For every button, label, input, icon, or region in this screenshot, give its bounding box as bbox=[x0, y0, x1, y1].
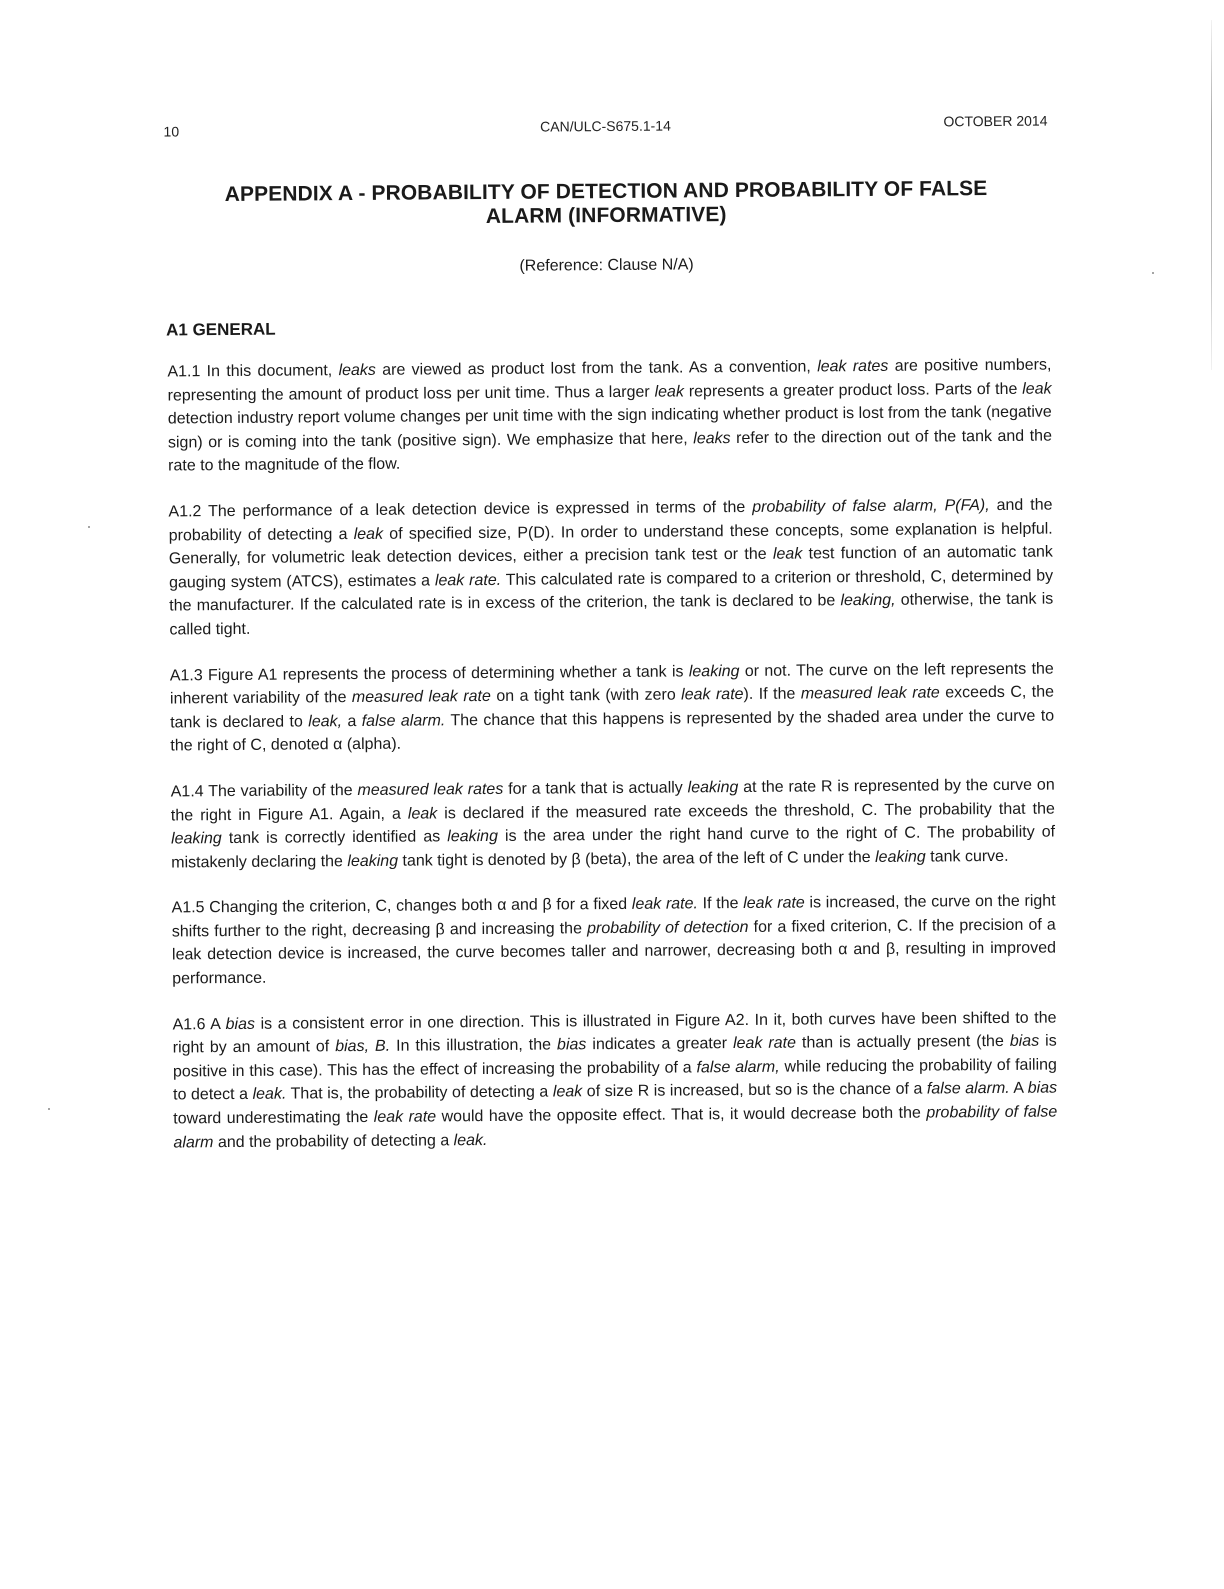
text-run: at the rate R is represented by the curve on the right in Figure A1. Again, a bbox=[170, 776, 1055, 824]
paragraph-number: A1.3 bbox=[169, 666, 203, 685]
italic-term: leak rate bbox=[743, 894, 805, 913]
text-run: tank tight is denoted by β (beta), the area of the left of C under the bbox=[397, 848, 876, 870]
italic-term: bias bbox=[556, 1036, 587, 1054]
paragraph-number: A1.1 bbox=[167, 363, 201, 381]
italic-term: measured leak rate bbox=[351, 688, 491, 707]
text-run: The chance that this happens is represented by the shaded area under the curve to the right of C, denoted α (alpha). bbox=[170, 707, 1055, 755]
text-run: would have the opposite effect. That is, it would decrease both the bbox=[436, 1104, 927, 1126]
text-run: Figure A1 represents the process of determining whether a tank is bbox=[202, 662, 689, 684]
text-run: for a fixed criterion, C. If the precision of a leak detection device is increased, the curve becomes taller and narrower, decreasing both α and β, resulting in improved performance. bbox=[171, 916, 1057, 988]
clause-reference: (Reference: Clause N/A) bbox=[519, 256, 694, 275]
text-run: The variability of the bbox=[203, 781, 358, 801]
document-code: CAN/ULC-S675.1-14 bbox=[540, 117, 671, 135]
italic-term: leaks bbox=[693, 429, 731, 448]
text-run: otherwise, the tank is called tight. bbox=[169, 590, 1054, 639]
paragraph-a1-6 bbox=[172, 1006, 1057, 1155]
text-run: A bbox=[1009, 1080, 1028, 1098]
text-run: If the bbox=[697, 895, 744, 913]
body-text bbox=[167, 354, 1057, 1177]
text-run: and the probability of detecting a bbox=[213, 1131, 454, 1151]
text-run: than is actually present (the bbox=[795, 1033, 1010, 1052]
text-run: is increased, the curve on the right shifts further to the right, decreasing β and increasing the bbox=[171, 892, 1056, 941]
text-run: or not. The curve on the left represents the inherent variability of the bbox=[169, 660, 1054, 708]
italic-term: leak bbox=[772, 545, 803, 563]
text-run: exceeds C, the tank is declared to bbox=[170, 683, 1055, 732]
page-number: 10 bbox=[163, 123, 180, 140]
italic-term: leaking bbox=[688, 662, 740, 680]
italic-term: leaking bbox=[687, 778, 739, 797]
text-run: Changing the criterion, C, changes both α and β for a fixed bbox=[204, 896, 632, 917]
italic-term: leaking, bbox=[840, 592, 896, 610]
italic-term: false alarm. bbox=[926, 1080, 1010, 1098]
italic-term: leak rate bbox=[681, 686, 744, 704]
text-run: are positive numbers, representing the amount of product loss per unit time. Thus a larger bbox=[167, 356, 1052, 405]
italic-term: bias bbox=[225, 1015, 256, 1033]
italic-term: leak rate. bbox=[434, 571, 502, 590]
text-run: for a tank that is actually bbox=[503, 779, 688, 798]
paragraph-a1-3 bbox=[170, 657, 1055, 758]
text-run: A bbox=[205, 1015, 226, 1033]
paragraph-a1-2 bbox=[168, 494, 1053, 643]
italic-term: leak rates bbox=[817, 357, 889, 376]
text-run: tank curve. bbox=[925, 847, 1009, 866]
text-run: are viewed as product lost from the tank. As a convention, bbox=[375, 358, 818, 379]
italic-term: probability of false alarm bbox=[173, 1103, 1058, 1152]
text-run: test function of an automatic tank gauging system (ATCS), estimates a bbox=[168, 543, 1053, 592]
text-run: is declared if the measured rate exceeds the threshold, C. The probability that the bbox=[437, 800, 1055, 822]
page-header bbox=[163, 113, 1047, 142]
text-run: and the probability of detecting a bbox=[168, 496, 1053, 545]
italic-term: leaking bbox=[171, 830, 222, 848]
document-date: OCTOBER 2014 bbox=[943, 112, 1048, 130]
text-run: The performance of a leak detection device is expressed in terms of the bbox=[201, 498, 753, 521]
text-run: of size R is increased, but so is the chance of a bbox=[582, 1080, 927, 1101]
section-heading: A1 GENERAL bbox=[166, 319, 276, 340]
text-run: tank is correctly identified as bbox=[221, 828, 448, 848]
italic-term: leaking bbox=[447, 827, 499, 846]
italic-term: leak rate. bbox=[631, 895, 699, 914]
text-run: indicates a greater bbox=[586, 1035, 734, 1054]
italic-term: leaking bbox=[875, 848, 926, 866]
text-run: is the area under the right hand curve to the right of C. The probability of mistakenly declaring the bbox=[171, 823, 1056, 872]
italic-term: probability of detection bbox=[586, 918, 749, 938]
text-run: In this document, bbox=[200, 362, 339, 381]
text-run: represents a greater product loss. Parts of the bbox=[683, 380, 1023, 401]
text-run: while reducing the probability of failing to detect a bbox=[173, 1056, 1057, 1104]
italic-term: leak, bbox=[308, 712, 343, 731]
italic-term: leak bbox=[1022, 380, 1052, 398]
text-run: This calculated rate is compared to a criterion or threshold, C, determined by the manufacturer. If the calculated rate is in excess of the criterion, the tank is declared to be bbox=[169, 567, 1054, 615]
paragraph-number: A1.6 bbox=[172, 1015, 206, 1034]
text-run: That is, the probability of detecting a bbox=[286, 1083, 553, 1104]
italic-term: measured leak rates bbox=[357, 780, 504, 799]
paragraph-number: A1.2 bbox=[168, 503, 202, 521]
italic-term: leak bbox=[552, 1083, 583, 1101]
appendix-title-line-1: APPENDIX A - PROBABILITY OF DETECTION AND PROBABILITY OF FALSE bbox=[224, 177, 988, 207]
italic-term: measured leak rate bbox=[800, 684, 940, 703]
text-run: refer to the direction out of the tank and the rate to the magnitude of the flow. bbox=[168, 427, 1053, 475]
italic-term: leak rate bbox=[732, 1034, 797, 1053]
text-run: detection industry report volume changes per unit time with the sign indicating whether product is lost from the tank (negative sign) or is coming into the tank (positive sign). We emphasize that here, bbox=[167, 403, 1052, 452]
italic-term: leak rate bbox=[373, 1108, 437, 1126]
italic-term: leaks bbox=[338, 361, 376, 380]
paragraph-number: A1.4 bbox=[170, 783, 204, 801]
text-run: of specified size, P(D). In order to understand these concepts, some explanation is helpful. Generally, for volumetric leak detection devices, either a precision tank test or the bbox=[168, 520, 1053, 568]
text-run: on a tight tank (with zero bbox=[490, 686, 682, 706]
italic-term: leak. bbox=[453, 1131, 488, 1149]
paragraph-a1-1 bbox=[167, 354, 1052, 479]
text-run: ). If the bbox=[743, 685, 801, 704]
italic-term: probability of false alarm, P(FA), bbox=[752, 496, 990, 516]
italic-term: false alarm. bbox=[361, 712, 446, 730]
italic-term: leak. bbox=[252, 1086, 287, 1104]
paragraph-a1-4 bbox=[171, 773, 1056, 874]
paragraph-number: A1.5 bbox=[171, 899, 205, 917]
italic-term: leaking bbox=[347, 852, 399, 870]
paragraph-a1-5 bbox=[172, 890, 1057, 991]
italic-term: bias, B. bbox=[335, 1038, 391, 1056]
italic-term: leak bbox=[353, 525, 384, 543]
italic-term: bias bbox=[1027, 1079, 1058, 1098]
appendix-title bbox=[164, 177, 1048, 232]
text-run: a bbox=[341, 712, 362, 730]
italic-term: leak bbox=[407, 804, 438, 823]
italic-term: false alarm, bbox=[696, 1058, 780, 1077]
text-run: toward underestimating the bbox=[173, 1108, 374, 1128]
italic-term: leak bbox=[654, 383, 684, 401]
appendix-title-line-2: ALARM (INFORMATIVE) bbox=[485, 203, 727, 228]
italic-term: bias bbox=[1009, 1032, 1040, 1051]
text-run: In this illustration, the bbox=[390, 1036, 558, 1056]
text-run: is positive in this case). This has the effect of increasing the probability of a bbox=[172, 1032, 1057, 1081]
text-run: is a consistent error in one direction. This is illustrated in Figure A2. In it, both curves have been shifted to the right by an amount of bbox=[172, 1009, 1057, 1057]
